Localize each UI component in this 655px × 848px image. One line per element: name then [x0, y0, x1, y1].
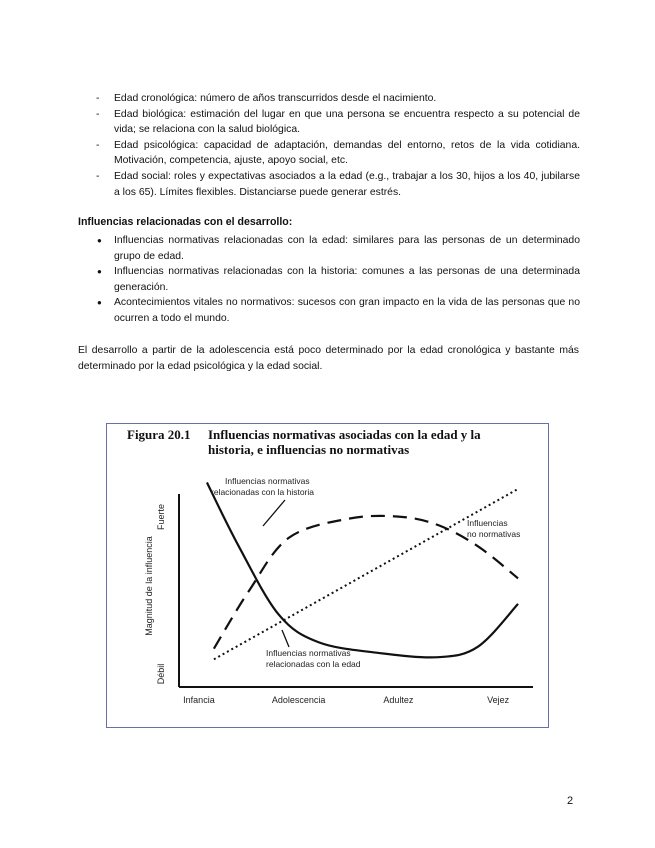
age-definitions-list	[96, 91, 580, 200]
page-number: 2	[567, 795, 574, 807]
x-tick-label: Adolescencia	[271, 695, 326, 705]
summary-paragraph: El desarrollo a partir de la adolescencia está poco determinado por la edad cronológica y bastante más determinado por la edad psicológica y la edad social.	[78, 345, 579, 372]
y-tick-high: Fuerte	[156, 503, 166, 531]
history-annotation: Influencias normativas	[225, 476, 310, 486]
section-heading: Influencias relacionadas con el desarrollo:	[78, 216, 293, 228]
age-annotation: relacionadas con la edad	[266, 659, 361, 669]
figure-title-line1: Influencias normativas asociadas con la edad y la	[208, 427, 481, 442]
age-pointer	[282, 630, 289, 647]
non-normative-annotation: Influencias	[467, 518, 508, 528]
list-item: - Edad biológica: estimación del lugar en que una persona se encuentra respecto a su potencial de vida; se relaciona con la salud biológica.	[96, 107, 580, 138]
list-item: - Edad psicológica: capacidad de adaptación, demandas del entorno, retos de la vida cotidiana. Motivación, competencia, ajuste, apoyo social, etc.	[96, 138, 580, 169]
history-pointer	[263, 500, 285, 526]
x-tick-label: Infancia	[183, 695, 215, 705]
list-item: ● Acontecimientos vitales no normativos: sucesos con gran impacto en la vida de las personas que no ocurren a todo el mundo.	[96, 295, 580, 326]
y-axis-label: Magnitud de la influencia	[144, 536, 154, 636]
list-item: ● Influencias normativas relacionadas con la historia: comunes a las personas de una determinada generación.	[96, 264, 580, 295]
list-item: - Edad cronológica: número de años transcurridos desde el nacimiento.	[96, 91, 580, 107]
y-tick-low: Débil	[156, 663, 166, 685]
series-line-solid	[207, 483, 521, 658]
figure-label: Figura 20.1	[127, 427, 191, 442]
influences-list	[96, 233, 580, 327]
figure-20-1	[106, 423, 549, 728]
list-item: ● Influencias normativas relacionadas con la edad: similares para las personas de un determinado grupo de edad.	[96, 233, 580, 264]
x-tick-label: Adultez	[383, 695, 414, 705]
non-normative-annotation: no normativas	[467, 529, 521, 539]
age-annotation: Influencias normativas	[266, 648, 351, 658]
influence-chart	[107, 424, 548, 727]
series-line-dotted	[214, 489, 521, 659]
figure-title-line2: historia, e influencias no normativas	[208, 442, 410, 457]
x-tick-label: Vejez	[487, 695, 510, 705]
history-annotation: relacionadas con la historia	[211, 487, 315, 497]
list-item: - Edad social: roles y expectativas asociados a la edad (e.g., trabajar a los 30, hijos a los 40, jubilarse a los 65). Límites flexibles. Distanciarse puede generar estrés.	[96, 169, 580, 200]
